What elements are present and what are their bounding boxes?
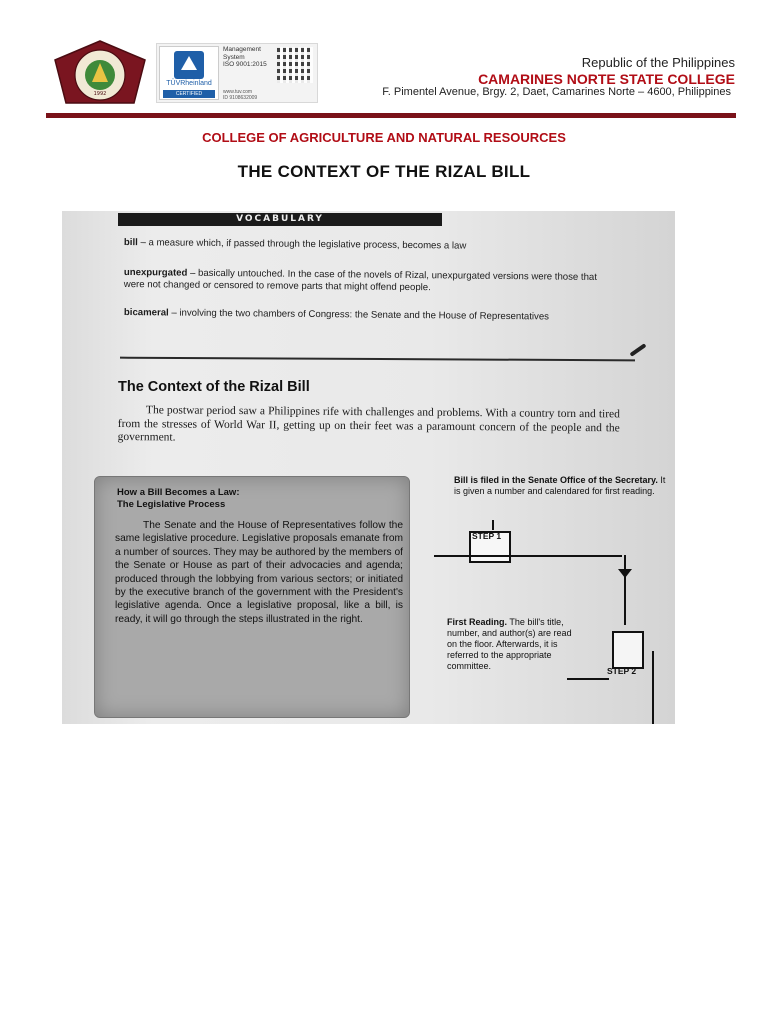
section-divider — [120, 357, 635, 362]
cert-web-text — [223, 89, 257, 101]
vocabulary-heading: VOCABULARY — [118, 213, 442, 226]
step2-document-icon — [612, 631, 644, 669]
section-heading: The Context of the Rizal Bill — [118, 379, 310, 395]
cert-web-line-1: www.tuv.com — [223, 89, 253, 95]
arrow-down-icon — [618, 569, 632, 578]
vocab-entry-unexpurgated — [124, 267, 614, 296]
vocab-definition: – involving the two chambers of Congress: the Senate and the House of Representatives — [168, 307, 550, 323]
vocab-definition: – basically untouched. In the case of the novels of Rizal, unexpurgated versions were those that were not changed or censored to remove parts that might offend people. — [123, 267, 598, 294]
flow-line — [567, 678, 609, 680]
box-heading-line-2: The Legislative Process — [117, 499, 226, 510]
flow-line — [652, 651, 654, 724]
management-system-text — [223, 46, 267, 69]
flow-line — [434, 555, 622, 557]
vocab-term: unexpurgated — [123, 267, 188, 279]
header-divider — [46, 113, 736, 118]
box-text: The Senate and the House of Representatives follow the same legislative procedure. Legislative proposals emanate from a number of sources. They may be authored by the members of the Senate or House as part of their advocacies and agenda; produced through the lobbying from various sectors; or initiated by the executive branch of the government with the President's legislative agenda. Once a legislative proposal, like a bill, is ready, it will go through the steps illustrated in the right. — [115, 520, 403, 625]
cert-web-line-2: ID 9108632009 — [223, 95, 258, 101]
step1-label: STEP 1 — [472, 531, 502, 541]
ms-line-2: System — [223, 53, 245, 61]
legislative-process-box — [94, 476, 410, 718]
college-seal-icon — [50, 40, 150, 104]
step2-bold: First Reading. — [447, 617, 508, 627]
college-address: F. Pimentel Avenue, Brgy. 2, Daet, Camarines Norte – 4600, Philippines — [382, 86, 731, 98]
letterhead — [0, 0, 768, 120]
step2-rest: The bill's title, number, and author(s) are read on the floor. Afterwards, it is referred to the appropriate committee. — [447, 617, 572, 671]
step2-label: STEP 2 — [607, 666, 637, 676]
tuv-triangle-icon — [174, 51, 204, 79]
tuv-logo — [159, 46, 219, 100]
intro-paragraph: The postwar period saw a Philippines rife with challenges and problems. With a country torn and tired from the stresses of World War II, getting up on their feet was a paramount concern of the people and the government. — [117, 404, 620, 444]
flow-line — [624, 555, 626, 625]
flow-step-2-text — [447, 617, 572, 672]
box-heading — [117, 487, 239, 511]
vocab-term: bicameral — [123, 307, 169, 319]
scanned-book-page — [62, 211, 675, 724]
tuv-certified-label: CERTIFIED — [163, 90, 215, 98]
vocab-entry-bill — [124, 237, 614, 254]
tuv-name: TÜVRheinland — [166, 80, 212, 87]
ms-line-1: Management — [223, 46, 261, 53]
box-heading-line-1: How a Bill Becomes a Law: — [117, 487, 240, 498]
ms-line-3: ISO 9001:2015 — [223, 61, 267, 68]
college-name: CAMARINES NORTE STATE COLLEGE — [478, 71, 735, 87]
flow-step-1-text — [454, 475, 672, 496]
vocab-entry-bicameral — [124, 307, 614, 324]
page-title: THE CONTEXT OF THE RIZAL BILL — [237, 162, 531, 181]
republic-label: Republic of the Philippines — [581, 55, 735, 70]
vocab-term: bill — [123, 237, 138, 249]
qr-code-icon — [277, 47, 313, 83]
step1-bold: Bill is filed in the Senate Office of the Secretary. — [454, 475, 658, 485]
step1-rest: It is given a number and calendared for first reading. — [454, 475, 666, 496]
vocab-definition: – a measure which, if passed through the legislative process, becomes a law — [137, 237, 467, 252]
flow-connector — [492, 520, 494, 530]
pen-icon — [629, 343, 646, 357]
department-name: COLLEGE OF AGRICULTURE AND NATURAL RESOURCES — [202, 130, 566, 145]
seal-year: 1992 — [93, 91, 107, 97]
iso-certification-badge — [156, 43, 318, 103]
